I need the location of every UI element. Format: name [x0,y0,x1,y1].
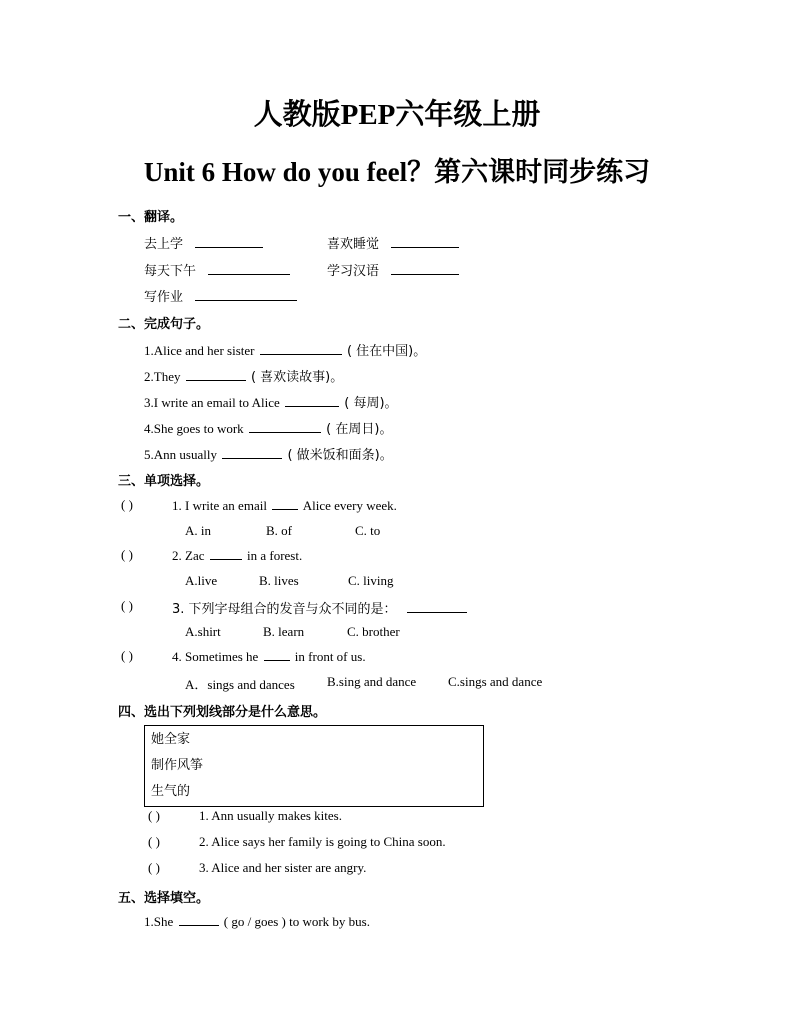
option-b[interactable]: B. of [266,523,292,538]
translate-item [144,260,292,279]
answer-blank[interactable] [264,648,290,661]
answer-paren[interactable]: ( ) [121,547,133,562]
answer-blank[interactable] [208,262,290,275]
word-bank-item: 生气的 [151,784,191,799]
option-c[interactable]: C.sings and dance [448,674,543,689]
sentence-item [144,418,392,437]
question-2 [172,547,302,564]
answer-blank[interactable] [210,547,242,560]
section-3-heading: 三、单项选择。 [118,474,210,489]
question-text: Alice every week. [302,498,397,513]
option-a[interactable]: A.shirt [185,624,221,639]
sentence-item [144,392,398,411]
match-item: 1. Ann usually makes kites. [199,808,342,823]
question-text: 3. 下列字母组合的发音与众不同的是： [172,602,397,617]
answer-blank[interactable] [179,913,219,926]
translate-item [144,233,265,252]
answer-paren[interactable]: ( ) [121,497,133,512]
translate-item [144,286,299,305]
answer-blank[interactable] [391,262,459,275]
answer-paren[interactable]: ( ) [148,834,160,849]
translate-label: 去上学 [144,237,184,252]
answer-blank[interactable] [249,420,321,433]
word-bank-item: 她全家 [151,732,191,747]
answer-blank[interactable] [195,235,263,248]
answer-blank[interactable] [186,368,246,381]
answer-paren[interactable]: ( ) [148,860,160,875]
fill-text: 1.She [144,914,174,929]
match-item: 3. Alice and her sister are angry. [199,860,367,875]
word-bank-box [144,725,484,807]
section-4-heading: 四、选出下列划线部分是什么意思。 [118,705,327,720]
page-title: 人教版PEP六年级上册 [253,99,541,131]
translate-item [327,260,461,279]
section-1-heading: 一、翻译。 [118,210,184,225]
answer-blank[interactable] [260,342,342,355]
answer-blank[interactable] [222,446,282,459]
sentence-hint: ( 喜欢读故事)。 [250,370,344,385]
word-bank-item: 制作风筝 [151,758,204,773]
answer-paren[interactable]: ( ) [121,598,133,613]
option-b[interactable]: B. learn [263,624,305,639]
sentence-item [144,340,426,359]
question-text: 4. Sometimes he [172,649,259,664]
question-text: 1. I write an email [172,498,267,513]
option-c[interactable]: C. living [348,573,394,588]
sentence-text: 3.I write an email to Alice [144,395,280,410]
translate-label: 喜欢睡觉 [327,237,380,252]
answer-blank[interactable] [285,394,339,407]
option-b[interactable]: B.sing and dance [327,674,417,689]
translate-label: 写作业 [144,290,184,305]
question-1 [172,497,397,514]
page-subtitle: Unit 6 How do you feel？第六课时同步练习 [143,157,651,187]
sentence-hint: ( 住在中国)。 [346,344,427,359]
question-text: in a forest. [246,548,303,563]
fill-item [144,913,370,930]
question-text: 2. Zac [172,548,205,563]
sentence-item [144,444,393,463]
answer-blank[interactable] [391,235,459,248]
translate-label: 每天下午 [144,264,197,279]
translate-label: 学习汉语 [327,264,380,279]
question-3 [172,598,469,617]
question-4 [172,648,366,665]
option-a[interactable]: A. in [185,523,211,538]
sentence-hint: ( 做米饭和面条)。 [287,448,393,463]
sentence-text: 5.Ann usually [144,447,217,462]
option-a[interactable]: A．sings and dances [185,677,295,692]
sentence-text: 2.They [144,369,181,384]
section-2-heading: 二、完成句子。 [118,317,210,332]
option-a[interactable]: A.live [185,573,218,588]
answer-paren[interactable]: ( ) [148,808,160,823]
option-b[interactable]: B. lives [259,573,299,588]
answer-blank[interactable] [407,600,467,613]
sentence-item [144,366,343,385]
match-item: 2. Alice says her family is going to China soon. [199,834,446,849]
sentence-text: 1.Alice and her sister [144,343,255,358]
answer-paren[interactable]: ( ) [121,648,133,663]
fill-text: ( go / goes ) to work by bus. [223,914,370,929]
sentence-text: 4.She goes to work [144,421,244,436]
sentence-hint: ( 每周)。 [344,396,398,411]
sentence-hint: ( 在周日)。 [326,422,393,437]
answer-blank[interactable] [195,288,297,301]
question-text: in front of us. [294,649,366,664]
answer-blank[interactable] [272,497,298,510]
option-c[interactable]: C. to [355,523,381,538]
section-5-heading: 五、选择填空。 [118,891,210,906]
option-c[interactable]: C. brother [347,624,400,639]
translate-item [327,233,461,252]
